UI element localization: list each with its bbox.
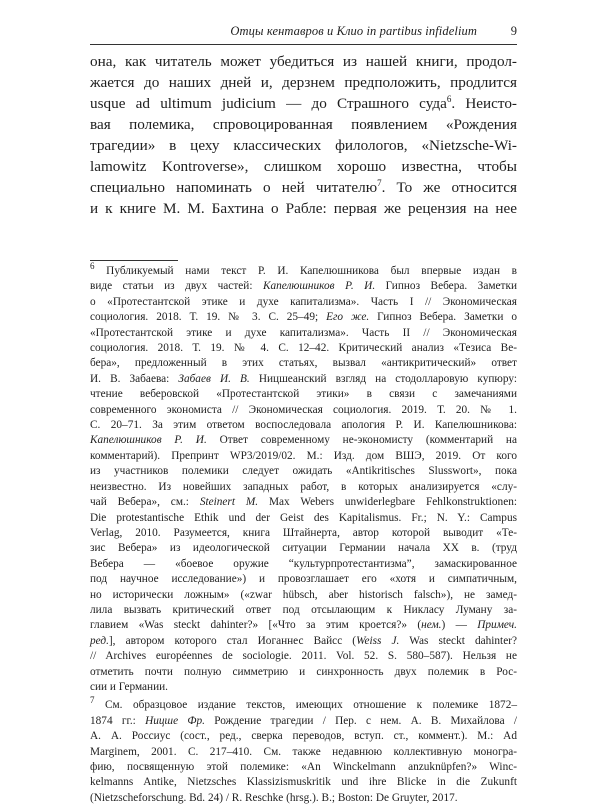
footnote-line xyxy=(90,372,517,387)
text-segment: чтение веберовской «Протестантской этики» в связи с замечаниями xyxy=(90,388,517,401)
footnote-line xyxy=(90,341,517,356)
text-segment: виде статьи из двух частей: xyxy=(90,280,263,293)
footnote-separator xyxy=(90,260,178,261)
footnote-line xyxy=(90,729,517,744)
body-line xyxy=(90,177,517,198)
footnote-line xyxy=(90,387,517,402)
footnote-line xyxy=(90,418,517,433)
text-segment: Was steckt dahinter? xyxy=(399,634,517,647)
body-line xyxy=(90,93,517,114)
text-segment: жается до наших дней и, дерзнем предположить, продлится xyxy=(90,74,517,91)
text-segment: Вебера — «боевое оружие “культурпротестантизма”, замаскированное xyxy=(90,557,517,570)
text-segment: Публикуемый нами текст Р. И. Капелюшникова был впервые издан в xyxy=(106,265,517,277)
text-segment: А. А. Россиус (сост., ред., сверка переводов, вступ. ст., коммент.). М.: Ad xyxy=(90,730,517,743)
footnote-line xyxy=(90,261,517,279)
footnote-number: 7 xyxy=(90,695,95,706)
italic-text: Weiss J. xyxy=(356,634,400,647)
text-segment: специально напоминать о ней читателю xyxy=(90,179,378,196)
body-line xyxy=(90,156,517,177)
footnote-line xyxy=(90,775,517,790)
footnote-number: 6 xyxy=(90,261,95,272)
text-segment: но исторически ложным» («zwar hübsch, aber historisch falsch»), не замед- xyxy=(90,588,517,601)
text-segment: Гипноз Вебера. Заметки xyxy=(375,280,517,293)
footnotes xyxy=(90,261,517,806)
body-line xyxy=(90,72,517,93)
text-segment: вая полемика, спровоцированная появлением «Рождения xyxy=(90,116,517,133)
body-line xyxy=(90,198,517,219)
footnote-line xyxy=(90,791,517,806)
text-segment: фию, посвященную этой полемике: «An Winckelmann anzuknüpfen?» Winc- xyxy=(90,761,517,773)
footnote-line xyxy=(90,603,517,618)
footnote-ref: 7 xyxy=(377,177,382,188)
text-segment: она, как читатель может убедиться из нашей книги, продол- xyxy=(90,53,517,70)
footnote-line xyxy=(90,665,517,680)
italic-text: Капелюшников Р. И. xyxy=(90,434,207,447)
footnote-line xyxy=(90,557,517,572)
text-segment: Die protestantische Ethik und der Geist des Kapitalismus. Fr.; N. Y.: Campus xyxy=(90,511,517,524)
footnote-line xyxy=(90,464,517,479)
italic-text: нем. xyxy=(421,619,442,632)
running-head xyxy=(90,22,517,40)
footnote-line xyxy=(90,433,517,448)
text-segment: «Протестантской этике и духе капитализма». Часть II // Экономическая xyxy=(90,326,517,339)
footnote-line xyxy=(90,634,517,649)
footnote-number-space xyxy=(95,265,107,277)
body-line xyxy=(90,114,517,135)
italic-text: Забаев И. В. xyxy=(178,372,250,385)
page-number: 9 xyxy=(510,24,517,38)
body-line xyxy=(90,135,517,156)
text-segment: социология. 2018. Т. 19. № 4. С. 12–42. Критический анализ «Тезиса Ве- xyxy=(90,342,517,355)
footnote-ref: 6 xyxy=(446,93,452,104)
text-segment: зис Вебера» из идеологической ситуации Германии начала XX в. (труд xyxy=(90,542,517,555)
italic-text: Примеч. xyxy=(477,619,517,632)
text-segment: С. 20–71. За этим ответом воспоследовала апология Р. И. Капелюшникова: xyxy=(90,419,517,432)
text-segment: . То же относится xyxy=(381,179,517,196)
text-segment: Max Webers unwiderlegbare Fehlkonstruktionen: xyxy=(258,496,517,509)
text-segment: бера», предложенный в этих статьях, вызвал «антикритический» ответ xyxy=(90,357,517,370)
text-segment: лила вызвать критический ответ под отсылающим к Никласу Луману за- xyxy=(90,603,517,616)
text-segment: чай Вебера», см.: xyxy=(90,496,200,509)
running-title: Отцы кентавров и Клио in partibus infidelium xyxy=(230,24,477,38)
text-segment: ) — xyxy=(441,619,478,632)
text-segment: Ответ современному не-экономисту (комментарий на xyxy=(206,434,517,447)
text-segment: под научное исследование») и провозглашает его «хотя и симпатичным, xyxy=(90,573,517,586)
text-segment: 1874 гг.: xyxy=(90,714,146,727)
footnote-line xyxy=(90,526,517,541)
italic-text: Ницше Фр. xyxy=(145,714,205,727)
italic-text: Капелюшников Р. И. xyxy=(262,280,376,293)
footnote-line xyxy=(90,310,517,325)
footnote-line xyxy=(90,695,517,713)
text-segment: сии и Германии. xyxy=(90,680,169,693)
footnote-line xyxy=(90,326,517,341)
footnote-line xyxy=(90,495,517,510)
footnote-line xyxy=(90,680,517,695)
footnote-line xyxy=(90,541,517,556)
footnote-line xyxy=(90,480,517,495)
footnote-line xyxy=(90,572,517,587)
text-segment: Marginem, 2001. С. 217–410. См. также недавнюю коллективную моногра- xyxy=(90,745,517,758)
text-segment: kelmanns Antike, Nietzsches Klassizismuskritik und ihre Blicke in die Zukunft xyxy=(90,776,517,789)
text-segment: Рождение трагедии / Пер. с нем. А. В. Михайлова / xyxy=(204,714,517,727)
italic-text: ред. xyxy=(90,634,109,647)
text-segment: // Archives européennes de sociologie. 2011. Vol. 52. S. 580–587). Нельзя не xyxy=(90,650,517,663)
text-segment: Гипноз Вебера. Заметки о xyxy=(369,311,517,324)
footnote-line xyxy=(90,403,517,418)
footnote-line xyxy=(90,745,517,760)
body-line xyxy=(90,51,517,72)
italic-text: Его же. xyxy=(326,311,370,324)
footnote-line xyxy=(90,588,517,603)
text-segment: Verlag, 2010. Разумеется, книга Штайнерта, автор которой выводит «Те- xyxy=(90,526,517,539)
text-segment: И. В. Забаева: xyxy=(90,372,179,385)
italic-text: Steinert M. xyxy=(199,496,259,509)
text-segment: социология. 2018. Т. 19. № 3. С. 25–49; xyxy=(90,311,327,324)
footnote-line xyxy=(90,714,517,729)
text-segment: (Nietzscheforschung. Bd. 24) / R. Reschke (hrsg.). B.; Boston: De Gruyter, 2017. xyxy=(90,791,458,804)
main-text xyxy=(90,51,517,219)
text-segment: и к книге М. М. Бахтина о Рабле: первая же рецензия на нее xyxy=(90,200,517,217)
text-segment: современного экономиста // Экономическая социология. 2019. Т. 20. № 1. xyxy=(90,403,517,416)
text-segment: неизвестно. Из новейших западных работ, в которых анализируется «слу- xyxy=(90,480,517,493)
footnote-number-space xyxy=(95,699,106,711)
footnote-line xyxy=(90,279,517,294)
footnote-line xyxy=(90,449,517,464)
text-segment: usque ad ultimum judicium — до Страшного суда xyxy=(90,95,447,112)
footnote-line xyxy=(90,356,517,371)
header-rule xyxy=(90,44,517,45)
text-segment: Ницшеанский взгляд на стодолларовую купюру: xyxy=(249,372,517,385)
footnote-line xyxy=(90,760,517,775)
text-segment: трагедии» в цеху классических филологов, «Nietzsche-Wi- xyxy=(90,137,517,154)
text-segment: ], автором которого стал Иоганнес Вайсс ( xyxy=(108,634,357,647)
text-segment: из участников полемики следует ожидать «Antikritisches Slusswort», пока xyxy=(90,465,517,478)
text-segment: См. образцовое издание текстов, имеющих отношение к полемике 1872– xyxy=(105,699,517,712)
text-segment: о «Протестантской этике и духе капитализма». Часть I // Экономическая xyxy=(90,295,517,308)
text-segment: . Неисто- xyxy=(451,95,517,112)
text-segment: отметить почти полную симметрию и синхронность двух полемик в Рос- xyxy=(90,665,517,678)
text-segment: главием «Was steckt dahinter?» [«Что за этим кроется?» ( xyxy=(90,619,422,632)
footnote-line xyxy=(90,649,517,664)
footnote-line xyxy=(90,295,517,310)
footnote-line xyxy=(90,511,517,526)
text-segment: lamowitz Kontroverse», слишком хорошо известна, чтобы xyxy=(90,158,517,175)
footnote-line xyxy=(90,618,517,633)
text-segment: комментарий). Препринт WP3/2019/02. М.: Изд. дом ВШЭ, 2019. От кого xyxy=(90,449,517,462)
